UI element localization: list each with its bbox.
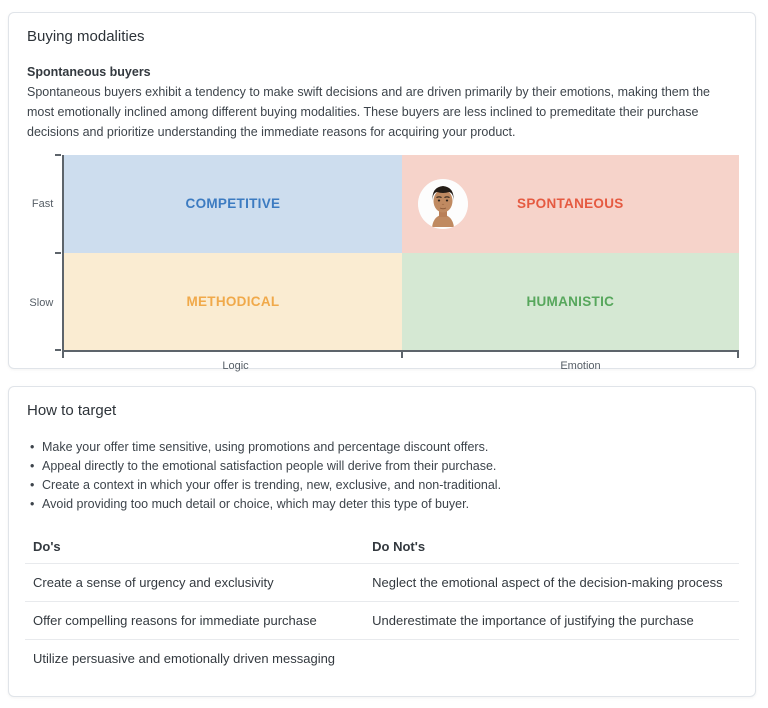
x-axis-tick (737, 352, 739, 358)
y-axis-labels (25, 155, 62, 352)
quadrant-label: SPONTANEOUS (517, 196, 624, 212)
dos-donts-table (25, 531, 739, 677)
table-row (25, 602, 739, 640)
user-avatar (418, 179, 468, 229)
card-title: Buying modalities (27, 28, 145, 45)
y-axis-tick (55, 252, 61, 254)
quadrant-plot-area (62, 155, 739, 352)
table-header-row (25, 531, 739, 564)
table-row (25, 640, 739, 678)
quadrant-spontaneous (402, 155, 739, 253)
table-cell (364, 640, 739, 678)
column-header-dos: Do's (25, 531, 364, 564)
buyer-type-description: Spontaneous buyers exhibit a tendency to make swift decisions and are driven primarily by their emotions, making them the most emotionally inclined among different buying modalities. These buyers are less inclined to premeditate their purchase decisions and prioritize understanding the immediate reasons for acquiring your product. (27, 85, 710, 139)
table-cell: Underestimate the importance of justifying the purchase (364, 602, 739, 640)
table-cell: Create a sense of urgency and exclusivity (25, 564, 364, 602)
table-cell: Neglect the emotional aspect of the decision-making process (364, 564, 739, 602)
y-axis-label-slow: Slow (29, 296, 54, 309)
buyer-type-subtitle: Spontaneous buyers (27, 65, 151, 79)
y-axis-tick (55, 349, 61, 351)
list-item: • Make your offer time sensitive, using promotions and percentage discount offers. (25, 438, 739, 457)
y-axis-tick (55, 154, 61, 156)
table-cell: Offer compelling reasons for immediate purchase (25, 602, 364, 640)
x-axis-label-logic: Logic (222, 360, 249, 372)
y-axis-label-fast: Fast (31, 198, 54, 211)
quadrant-label: METHODICAL (186, 293, 280, 309)
x-axis-tick (62, 352, 64, 358)
table-row (25, 564, 739, 602)
targeting-tips-list (25, 438, 739, 514)
quadrant-label: COMPETITIVE (185, 196, 281, 212)
x-axis-label-emotion: Emotion (560, 360, 601, 372)
list-item: • Avoid providing too much detail or choice, which may deter this type of buyer. (25, 495, 739, 514)
card-title: How to target (27, 402, 117, 419)
list-item: • Appeal directly to the emotional satisfaction people will derive from their purchase. (25, 457, 739, 476)
quadrant-humanistic (402, 253, 739, 351)
list-item: • Create a context in which your offer is trending, new, exclusive, and non-traditional. (25, 476, 739, 495)
x-axis-tick (401, 352, 403, 358)
quadrant-chart (25, 155, 739, 372)
avatar-portrait-illustration (418, 179, 468, 229)
how-to-target-card (8, 386, 756, 697)
quadrant-methodical (64, 253, 401, 351)
table-cell: Utilize persuasive and emotionally driven messaging (33, 651, 336, 666)
buying-modalities-card (8, 12, 756, 372)
column-header-donts: Do Not's (364, 531, 739, 564)
quadrant-competitive (64, 155, 401, 253)
quadrant-label: HUMANISTIC (526, 293, 615, 309)
x-axis-labels (63, 352, 753, 372)
